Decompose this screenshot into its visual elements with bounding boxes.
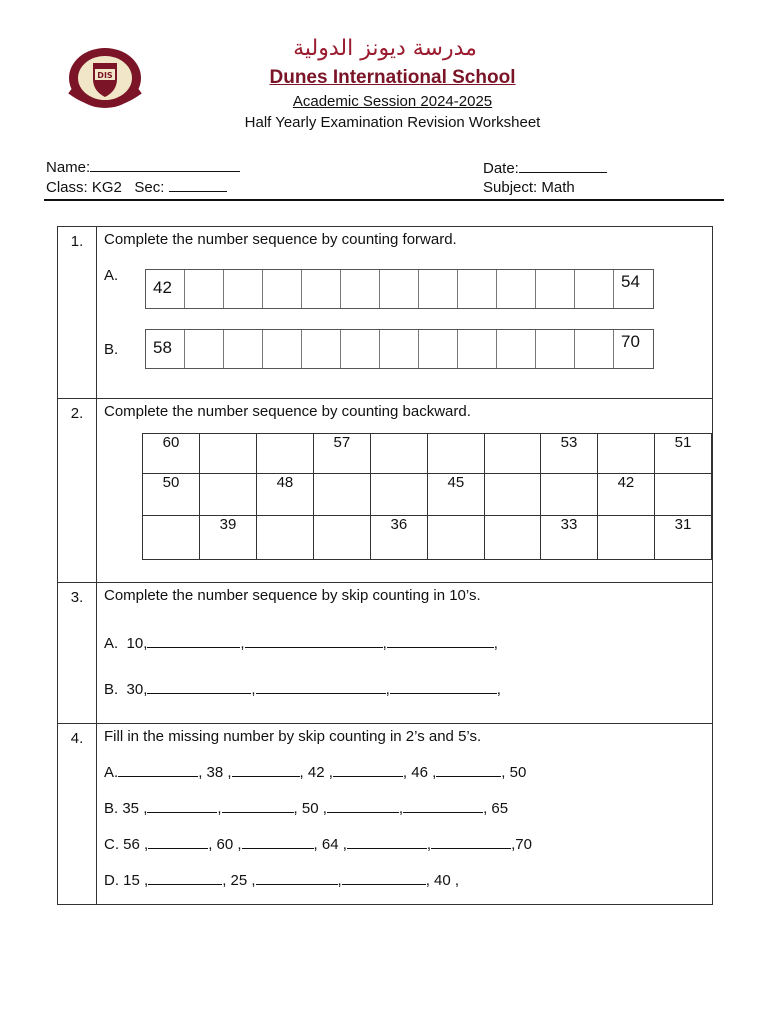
line-text: , 50 xyxy=(501,764,527,781)
answer-blank[interactable] xyxy=(256,679,386,694)
grid-cell[interactable] xyxy=(427,516,484,560)
arabic-school-name: مدرسة ديونز الدولية xyxy=(293,36,477,61)
answer-blank[interactable] xyxy=(222,798,294,813)
skip-10-line-b: B. 30, , , , xyxy=(104,681,501,698)
line-label: A. xyxy=(104,764,119,781)
grid-cell[interactable] xyxy=(540,474,597,516)
seq-blank[interactable] xyxy=(263,270,302,308)
answer-blank[interactable] xyxy=(387,633,494,648)
seq-end: 70 xyxy=(621,332,640,351)
line-text: , 40 , xyxy=(425,872,460,889)
grid-cell[interactable]: 60 xyxy=(143,434,200,474)
seq-start: 42 xyxy=(146,270,185,308)
grid-cell[interactable]: 48 xyxy=(256,474,313,516)
grid-row xyxy=(143,474,712,516)
question-number: 3. xyxy=(58,583,97,724)
line-start: 30, xyxy=(126,681,148,698)
grid-cell[interactable]: 42 xyxy=(597,474,654,516)
grid-cell[interactable]: 53 xyxy=(540,434,597,474)
school-crest-icon xyxy=(66,45,144,111)
question-text: Complete the number sequence by counting forward. xyxy=(104,231,457,248)
seq-end: 54 xyxy=(621,272,640,291)
question-4 xyxy=(58,724,713,905)
grid-cell[interactable] xyxy=(313,516,370,560)
skip-line-a xyxy=(104,762,526,781)
grid-cell[interactable] xyxy=(370,434,427,474)
seq-blank[interactable] xyxy=(185,330,224,368)
question-text: Complete the number sequence by skip counting in 10’s. xyxy=(104,587,481,604)
seq-blank[interactable] xyxy=(302,330,341,368)
line-text: , xyxy=(426,836,432,853)
seq-start: 58 xyxy=(146,330,185,368)
grid-cell[interactable] xyxy=(597,516,654,560)
sequence-row-b[interactable] xyxy=(145,329,654,369)
name-label: Name: xyxy=(46,159,91,176)
answer-blank[interactable] xyxy=(390,679,497,694)
class-sec-field[interactable] xyxy=(46,177,227,196)
seq-blank[interactable] xyxy=(536,270,575,308)
line-label: B. 35 , xyxy=(104,800,148,817)
questions-table xyxy=(57,226,713,905)
grid-row xyxy=(143,516,712,560)
seq-blank[interactable] xyxy=(380,330,419,368)
question-3 xyxy=(58,583,713,724)
answer-blank[interactable] xyxy=(256,870,338,885)
answer-blank[interactable] xyxy=(147,679,251,694)
skip-10-line-a: A. 10, , , , xyxy=(104,635,498,652)
grid-cell[interactable]: 33 xyxy=(540,516,597,560)
svg-text:DIS: DIS xyxy=(97,71,113,80)
header-divider xyxy=(44,199,724,201)
grid-cell[interactable] xyxy=(143,516,200,560)
worksheet-title: Half Yearly Examination Revision Worksheet xyxy=(244,114,541,131)
line-text: , xyxy=(337,872,342,889)
question-number: 2. xyxy=(58,399,97,583)
grid-cell[interactable] xyxy=(256,434,313,474)
question-text: Complete the number sequence by counting backward. xyxy=(104,403,471,420)
seq-blank[interactable] xyxy=(575,330,614,368)
grid-cell[interactable] xyxy=(427,434,484,474)
line-start: 10, xyxy=(126,635,148,652)
seq-blank[interactable] xyxy=(341,330,380,368)
seq-blank[interactable] xyxy=(224,330,263,368)
grid-cell[interactable]: 31 xyxy=(654,516,711,560)
seq-blank[interactable] xyxy=(497,330,536,368)
answer-blank[interactable] xyxy=(333,762,403,777)
seq-blank[interactable] xyxy=(458,330,497,368)
grid-cell[interactable] xyxy=(597,434,654,474)
skip-line-d xyxy=(104,870,459,889)
answer-blank[interactable] xyxy=(327,798,399,813)
seq-blank[interactable] xyxy=(536,330,575,368)
grid-cell[interactable]: 39 xyxy=(199,516,256,560)
sequence-row-a[interactable] xyxy=(145,269,654,309)
grid-cell[interactable] xyxy=(256,516,313,560)
row-label: B. xyxy=(104,341,119,358)
question-2 xyxy=(58,399,713,583)
seq-blank[interactable] xyxy=(575,270,614,308)
name-field[interactable] xyxy=(46,157,240,176)
grid-cell[interactable]: 36 xyxy=(370,516,427,560)
question-number: 1. xyxy=(58,227,97,399)
sec-label: Sec: xyxy=(134,179,165,196)
grid-row xyxy=(143,434,712,474)
question-number: 4. xyxy=(58,724,97,905)
grid-cell[interactable] xyxy=(654,474,711,516)
line-text: , 46 , xyxy=(402,764,437,781)
line-text: , 64 , xyxy=(313,836,347,853)
grid-cell[interactable] xyxy=(199,434,256,474)
grid-cell[interactable] xyxy=(484,474,540,516)
answer-blank[interactable] xyxy=(148,870,222,885)
seq-blank[interactable] xyxy=(419,330,458,368)
grid-cell[interactable] xyxy=(313,474,370,516)
academic-session: Academic Session 2024-2025 xyxy=(292,93,493,110)
subject-label: Subject: Math xyxy=(483,179,575,196)
date-label: Date: xyxy=(483,160,519,177)
line-label: A. xyxy=(104,635,119,652)
answer-blank[interactable] xyxy=(342,870,426,885)
date-field[interactable] xyxy=(483,158,607,177)
skip-line-c xyxy=(104,834,532,853)
seq-blank[interactable] xyxy=(302,270,341,308)
line-label: B. xyxy=(104,681,119,698)
answer-blank[interactable] xyxy=(232,762,300,777)
line-text: ,70 xyxy=(511,836,532,853)
question-text: Fill in the missing number by skip counting in 2’s and 5’s. xyxy=(104,728,482,745)
answer-blank[interactable] xyxy=(431,834,511,849)
grid-cell[interactable]: 51 xyxy=(654,434,711,474)
answer-blank[interactable] xyxy=(347,834,427,849)
line-label: C. 56 , xyxy=(104,836,149,853)
line-text: , 38 , xyxy=(198,764,232,781)
answer-blank[interactable] xyxy=(403,798,483,813)
question-1 xyxy=(58,227,713,399)
grid-cell[interactable]: 50 xyxy=(143,474,200,516)
seq-blank[interactable] xyxy=(185,270,224,308)
seq-blank[interactable] xyxy=(458,270,497,308)
grid-cell[interactable] xyxy=(484,434,540,474)
row-label: A. xyxy=(104,267,119,284)
line-text: , 25 , xyxy=(222,872,256,889)
answer-blank[interactable] xyxy=(118,762,198,777)
line-text: , xyxy=(398,800,404,817)
answer-blank[interactable] xyxy=(436,762,501,777)
grid-cell[interactable] xyxy=(484,516,540,560)
answer-blank[interactable] xyxy=(147,798,217,813)
grid-cell[interactable]: 45 xyxy=(427,474,484,516)
seq-blank[interactable] xyxy=(224,270,263,308)
answer-blank[interactable] xyxy=(148,834,208,849)
line-text: , 60 , xyxy=(208,836,242,853)
grid-cell[interactable] xyxy=(199,474,256,516)
seq-blank[interactable] xyxy=(497,270,536,308)
backward-count-grid xyxy=(142,433,712,560)
line-label: D. 15 , xyxy=(104,872,149,889)
grid-cell[interactable] xyxy=(370,474,427,516)
answer-blank[interactable] xyxy=(242,834,314,849)
seq-blank[interactable] xyxy=(380,270,419,308)
line-text: , xyxy=(217,800,222,817)
line-text: , 65 xyxy=(483,800,509,817)
line-text: , 50 , xyxy=(293,800,327,817)
answer-blank[interactable] xyxy=(245,633,383,648)
school-name: Dunes International School xyxy=(269,67,516,88)
answer-blank[interactable] xyxy=(147,633,240,648)
line-text: , 42 , xyxy=(299,764,333,781)
skip-line-b xyxy=(104,798,508,817)
class-label: Class: KG2 xyxy=(46,179,122,196)
seq-blank[interactable] xyxy=(263,330,302,368)
seq-blank[interactable] xyxy=(341,270,380,308)
seq-blank[interactable] xyxy=(419,270,458,308)
grid-cell[interactable]: 57 xyxy=(313,434,370,474)
